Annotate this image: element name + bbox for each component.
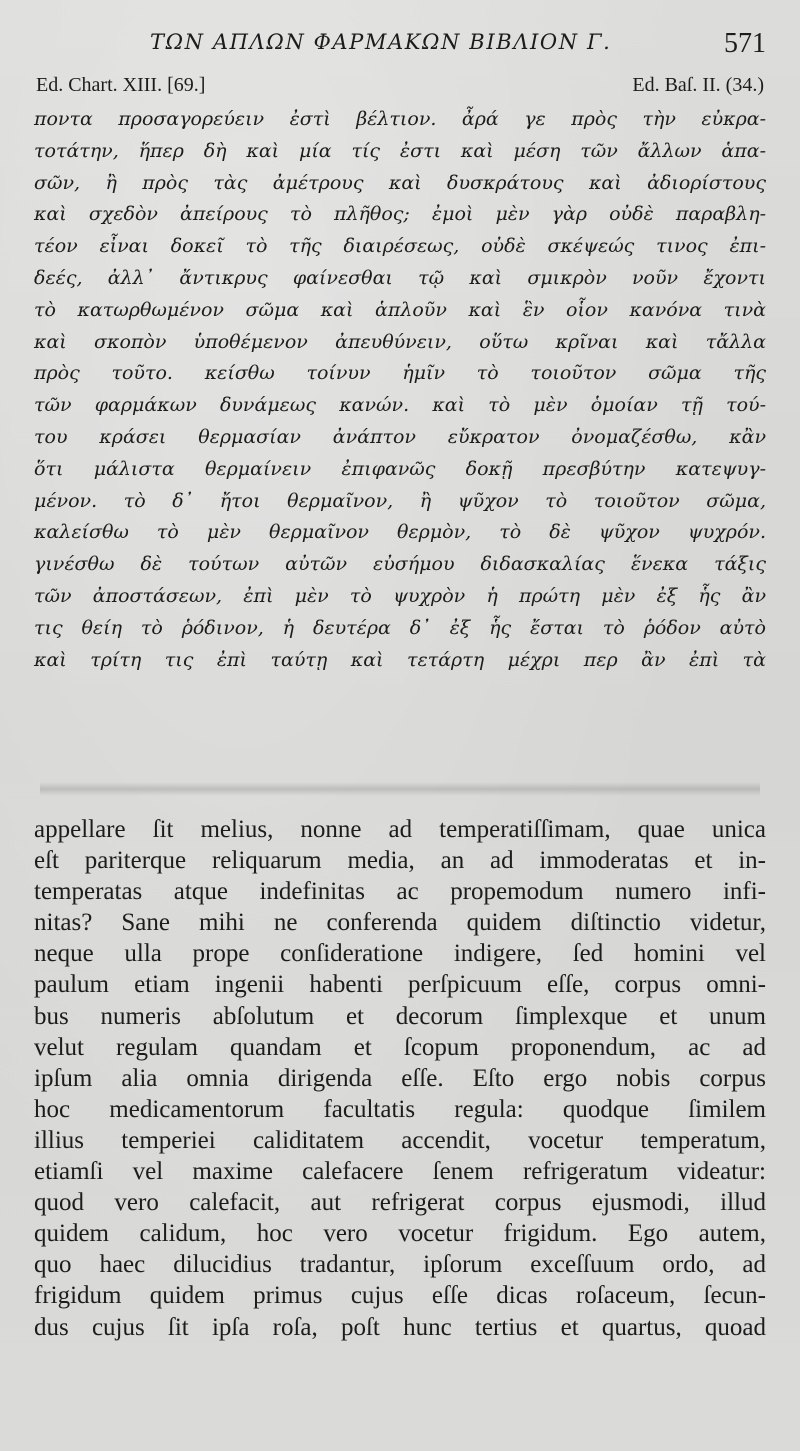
greek-line: τὸ κατωρθωμένον σῶμα καὶ ἁπλοῦν καὶ ἓν οἷον κανόνα τινὰ [34,298,766,321]
greek-line: πρὸς τοῦτο. κείσθω τοίνυν ἡμῖν τὸ τοιοῦτον σῶμα τῆς [34,362,766,385]
greek-line: τοτάτην, ἥπερ δὴ καὶ μία τίς ἐστι καὶ μέση τῶν ἄλλων ἁπα- [34,139,766,162]
latin-line: quod vero calefacit, aut refrigerat corpus ejusmodi, illud [34,1189,766,1217]
latin-line: bus numeris abſolutum et decorum ſimplexque et unum [34,1002,766,1030]
latin-line: frigidum quidem primus cujus eſſe dicas roſaceum, ſecun- [34,1282,766,1310]
latin-line: ipſum alia omnia dirigenda eſſe. Eſto ergo nobis corpus [34,1064,766,1092]
latin-line: eſt pariterque reliquarum media, an ad immoderatas et in- [34,847,766,875]
latin-line: dus cujus ſit ipſa roſa, poſt hunc tertius et quartus, quoad [34,1313,766,1341]
greek-line: τέον εἶναι δοκεῖ τὸ τῆς διαιρέσεως, οὐδὲ σκέψεώς τινος ἐπι- [34,235,766,258]
latin-line: quo haec dilucidius tradantur, ipſorum exceſſuum ordo, ad [34,1251,766,1279]
greek-line: ὅτι μάλιστα θερμαίνειν ἐπιφανῶς δοκῇ πρεσβύτην κατεψυγ- [34,457,766,480]
greek-line: δεές, ἀλλ᾽ ἄντικρυς φαίνεσθαι τῷ καὶ σμικρὸν νοῦν ἔχοντι [34,266,766,289]
greek-line: καὶ σχεδὸν ἀπείρους τὸ πλῆθος; ἐμοὶ μὲν γὰρ οὐδὲ παραβλη- [34,203,766,226]
latin-line: velut regulam quandam et ſcopum proponendum, ac ad [34,1033,766,1061]
greek-text-block [34,104,766,676]
latin-line: appellare ſit melius, nonne ad temperatiſſimam, quae unica [34,816,766,843]
running-title: ΤΩΝ ΑΠΛΩΝ ΦΑΡΜΑΚΩΝ ΒΙΒΛΙΟΝ Γ. [150,30,612,54]
greek-line: τις θείη τὸ ῥόδινον, ἡ δευτέρα δ᾽ ἐξ ἧς ἔσται τὸ ῥόδον αὐτὸ [34,616,766,639]
show-through-shadow [40,782,760,796]
greek-line: καὶ τρίτη τις ἐπὶ ταύτῃ καὶ τετάρτη μέχρι περ ἂν ἐπὶ τὰ [34,648,766,671]
greek-line: ποντα προσαγορεύειν ἐστὶ βέλτιον. ἆρά γε πρὸς τὴν εὐκρα- [34,108,766,130]
latin-line: illius temperiei caliditatem accendit, vocetur temperatum, [34,1126,766,1154]
latin-line: temperatas atque indefinitas ac propemodum numero infi- [34,878,766,906]
greek-line: γινέσθω δὲ τούτων αὐτῶν εὐσήμου διδασκαλίας ἕνεκα τάξις [34,553,766,576]
running-head [0,22,800,66]
greek-line: καὶ σκοπὸν ὑποθέμενον ἀπευθύνειν, οὕτω κρῖναι καὶ τἄλλα [34,330,766,353]
edition-basel-reference: Ed. Baſ. II. (34.) [632,74,764,96]
greek-line: μένον. τὸ δ᾽ ἤτοι θερμαῖνον, ἢ ψῦχον τὸ τοιοῦτον σῶμα, [34,489,766,512]
page-number: 571 [724,28,766,59]
latin-line: hoc medicamentorum facultatis regula: quodque ſimilem [34,1095,766,1123]
edition-references [36,74,764,104]
greek-line: καλείσθω τὸ μὲν θερμαῖνον θερμὸν, τὸ δὲ ψῦχον ψυχρόν. [34,521,766,544]
greek-line: τῶν φαρμάκων δυνάμεως κανών. καὶ τὸ μὲν ὁμοίαν τῇ τού- [34,394,766,417]
latin-text-block [34,814,766,1343]
latin-line: quidem calidum, hoc vero vocetur frigidum. Ego autem, [34,1220,766,1248]
latin-line: etiamſi vel maxime calefacere ſenem refrigeratum videatur: [34,1158,766,1186]
edition-chart-reference: Ed. Chart. XIII. [69.] [36,74,206,96]
greek-line: του κράσει θερμασίαν ἀνάπτον εὔκρατον ὀνομαζέσθω, κἂν [34,425,766,448]
latin-line: paulum etiam ingenii habenti perſpicuum eſſe, corpus omni- [34,971,766,999]
greek-line: σῶν, ἢ πρὸς τὰς ἀμέτρους καὶ δυσκράτους καὶ ἀδιορίστους [34,171,766,194]
latin-line: nitas? Sane mihi ne conferenda quidem diſtinctio videtur, [34,909,766,937]
greek-line: τῶν ἀποστάσεων, ἐπὶ μὲν τὸ ψυχρὸν ἡ πρώτη μὲν ἐξ ἧς ἂν [34,584,766,607]
latin-line: neque ulla prope conſideratione indigere, ſed homini vel [34,940,766,968]
